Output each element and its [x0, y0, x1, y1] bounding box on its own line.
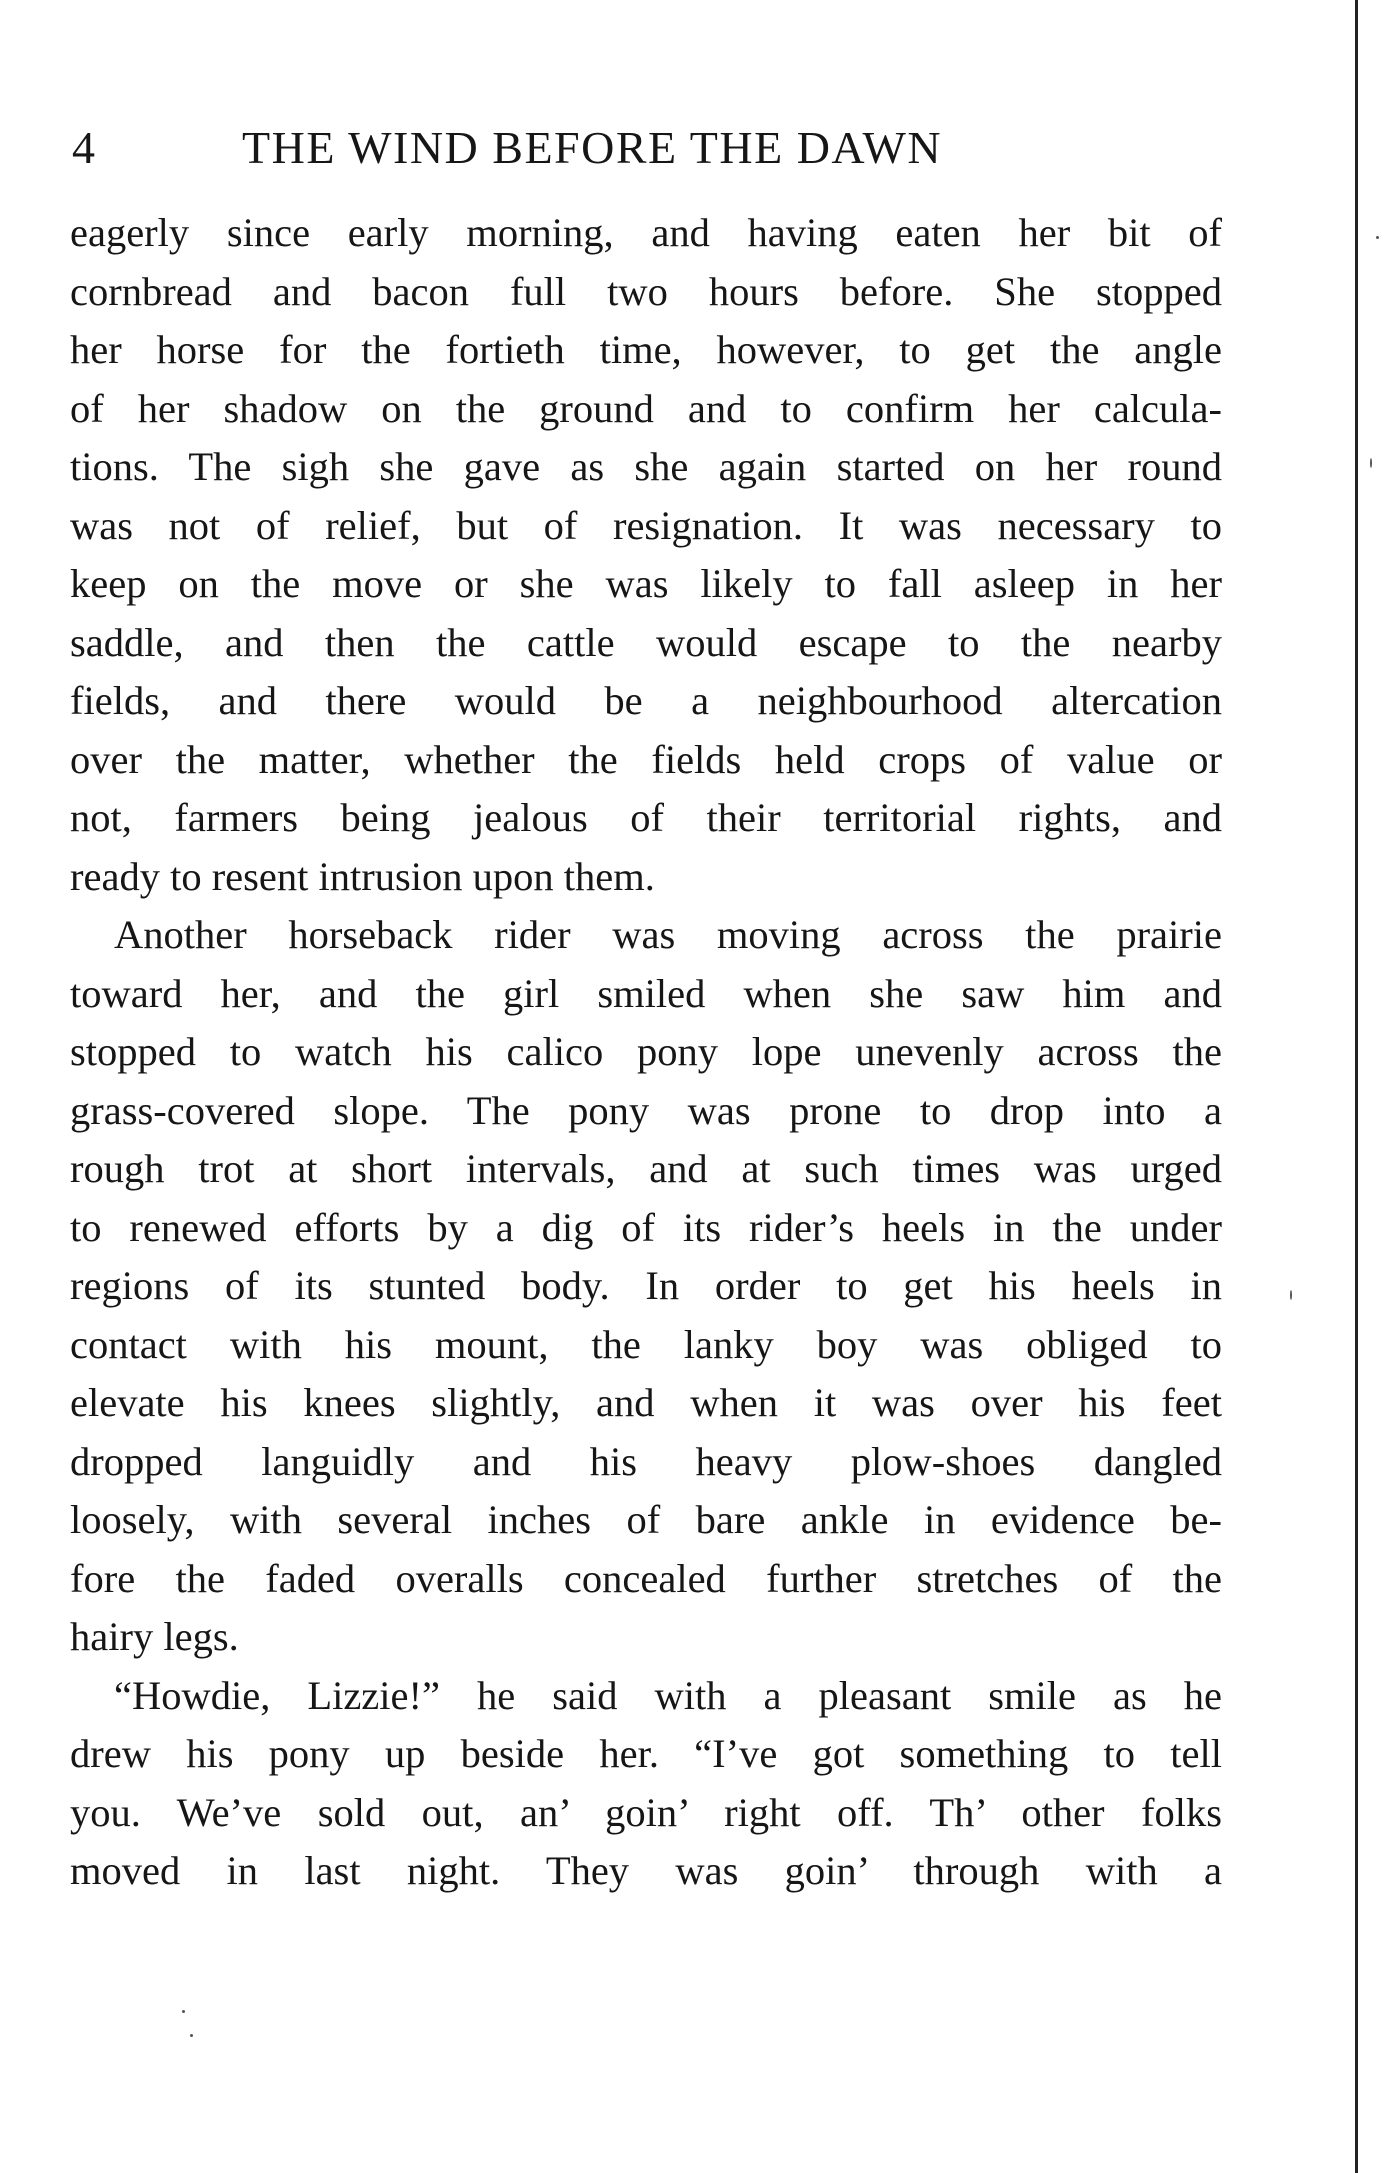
running-title: THE WIND BEFORE THE DAWN	[242, 122, 943, 173]
text-line: eagerly since early morning, and having eaten her bit of	[70, 210, 1222, 255]
text-line: contact with his mount, the lanky boy was obliged to	[70, 1321, 1222, 1367]
body-text	[70, 204, 1222, 1901]
text-line: not, farmers being jealous of their territorial rights, and	[70, 795, 1222, 840]
scan-speck	[1290, 1290, 1292, 1300]
text-line: Another horseback rider was moving across the prairie	[114, 912, 1222, 957]
text-line: drew his pony up beside her. “I’ve got something to tell	[70, 1731, 1222, 1776]
text-line: fields, and there would be a neighbourhood altercation	[70, 678, 1222, 723]
text-line: was not of relief, but of resignation. It was necessary to	[70, 502, 1222, 548]
text-line: tions. The sigh she gave as she again started on her round	[70, 444, 1222, 489]
text-line: rough trot at short intervals, and at such times was urged	[70, 1146, 1222, 1191]
text-line: you. We’ve sold out, an’ goin’ right off. Th’ other folks	[70, 1789, 1222, 1835]
scan-speck	[190, 2034, 193, 2037]
text-line: over the matter, whether the fields held crops of value or	[70, 736, 1222, 782]
page-number: 4	[72, 122, 97, 173]
text-line: grass-covered slope. The pony was prone to drop into a	[70, 1087, 1222, 1133]
scan-speck	[1376, 236, 1379, 239]
page-edge-line	[1355, 0, 1358, 2173]
text-line: toward her, and the girl smiled when she saw him and	[70, 970, 1222, 1016]
text-line: regions of its stunted body. In order to get his heels in	[70, 1263, 1222, 1308]
text-line: elevate his knees slightly, and when it was over his feet	[70, 1380, 1222, 1425]
running-head	[72, 118, 1232, 178]
text-line: keep on the move or she was likely to fall asleep in her	[70, 561, 1222, 606]
scan-speck	[182, 2010, 185, 2013]
text-line: “Howdie, Lizzie!” he said with a pleasant smile as he	[114, 1672, 1222, 1718]
text-line: loosely, with several inches of bare ankle in evidence be-	[70, 1497, 1222, 1542]
text-line: saddle, and then the cattle would escape to the nearby	[70, 619, 1222, 665]
text-line: cornbread and bacon full two hours before. She stopped	[70, 268, 1222, 314]
text-line: to renewed efforts by a dig of its rider’s heels in the under	[70, 1204, 1222, 1250]
text-line: hairy legs.	[70, 1614, 239, 1659]
text-line: her horse for the fortieth time, however, to get the angle	[70, 327, 1222, 372]
text-line: moved in last night. They was goin’ through with a	[70, 1848, 1222, 1893]
text-line: dropped languidly and his heavy plow-shoes dangled	[70, 1438, 1222, 1484]
text-line: ready to resent intrusion upon them.	[70, 853, 655, 899]
scan-speck	[1370, 458, 1372, 468]
text-line: of her shadow on the ground and to confirm her calcula-	[70, 385, 1222, 431]
text-line: stopped to watch his calico pony lope unevenly across the	[70, 1029, 1222, 1074]
text-line: fore the faded overalls concealed further stretches of the	[70, 1555, 1222, 1601]
